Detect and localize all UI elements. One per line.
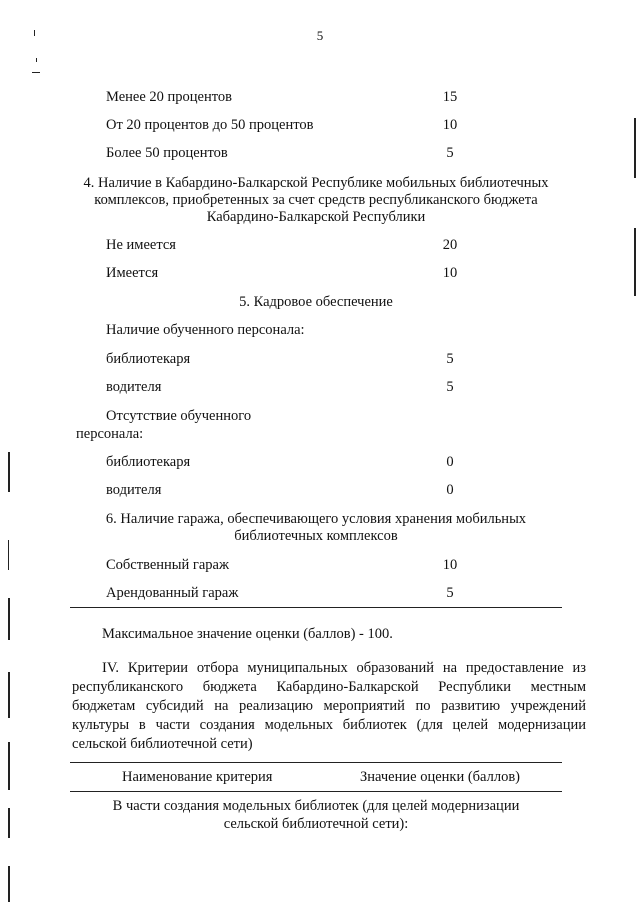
scan-mark (8, 808, 10, 838)
score-row-value: 10 (442, 557, 458, 573)
scan-mark (36, 58, 37, 62)
table-top-rule (70, 762, 562, 763)
score-row-value: 10 (442, 117, 458, 133)
score-row-value: 5 (446, 145, 454, 161)
subsection-title: сельской библиотечной сети): (223, 816, 409, 832)
score-row-label: Более 50 процентов (106, 145, 228, 161)
score-row-value: 15 (442, 89, 458, 105)
section-iv-paragraph: IV. Критерии отбора муниципальных образований на предоставление из республиканского бюджета Кабардино-Балкарской Республики местным бюджетам субсидий на реализацию мероприятий по развитию учреждений культуры в части создания модельных библиотек (для целей модернизации сельской библиотечной сети) (72, 660, 586, 752)
page-number: 5 (316, 28, 324, 43)
column-header-criterion: Наименование критерия (122, 769, 273, 785)
scan-mark (8, 540, 9, 570)
table-bottom-rule (70, 607, 562, 608)
score-row-label: Собственный гараж (106, 557, 230, 573)
subgroup-heading: Наличие обученного персонала: (106, 322, 305, 338)
score-row-label: библиотекаря (106, 351, 191, 367)
scan-mark (8, 598, 10, 640)
scan-mark (8, 866, 10, 902)
score-row-label: Имеется (106, 265, 159, 281)
score-row-value: 0 (446, 482, 454, 498)
criterion-title: 5. Кадровое обеспечение (239, 294, 393, 310)
score-row-label: водителя (106, 482, 162, 498)
table-header-rule (70, 791, 562, 792)
score-row-label: От 20 процентов до 50 процентов (106, 117, 314, 133)
subgroup-heading: Отсутствие обученного (106, 408, 252, 424)
score-row-value: 5 (446, 585, 454, 601)
max-score-text: Максимальное значение оценки (баллов) - 100. (102, 626, 393, 642)
criterion-title: Кабардино-Балкарской Республики (206, 209, 426, 225)
criterion-title: 4. Наличие в Кабардино-Балкарской Республике мобильных библиотечных (83, 175, 549, 191)
score-row-label: водителя (106, 379, 162, 395)
score-row-label: Арендованный гараж (106, 585, 239, 601)
scan-mark (8, 452, 10, 492)
subsection-title: В части создания модельных библиотек (для целей модернизации (112, 798, 520, 814)
score-row-value: 10 (442, 265, 458, 281)
score-row-value: 5 (446, 351, 454, 367)
score-row-value: 20 (442, 237, 458, 253)
scan-mark (8, 742, 10, 790)
score-row-label: Менее 20 процентов (106, 89, 232, 105)
scan-mark (32, 72, 40, 73)
score-row-value: 5 (446, 379, 454, 395)
scan-mark (634, 118, 636, 178)
score-row-label: библиотекаря (106, 454, 191, 470)
score-row-label: Не имеется (106, 237, 176, 253)
criterion-title: комплексов, приобретенных за счет средств республиканского бюджета (94, 192, 538, 208)
subgroup-heading: персонала: (76, 426, 144, 442)
score-row-value: 0 (446, 454, 454, 470)
scan-mark (34, 30, 35, 36)
criterion-title: 6. Наличие гаража, обеспечивающего условия хранения мобильных (105, 511, 527, 527)
scan-mark (634, 228, 636, 296)
column-header-score: Значение оценки (баллов) (360, 769, 520, 785)
criterion-title: библиотечных комплексов (234, 528, 398, 544)
scan-mark (8, 672, 10, 718)
